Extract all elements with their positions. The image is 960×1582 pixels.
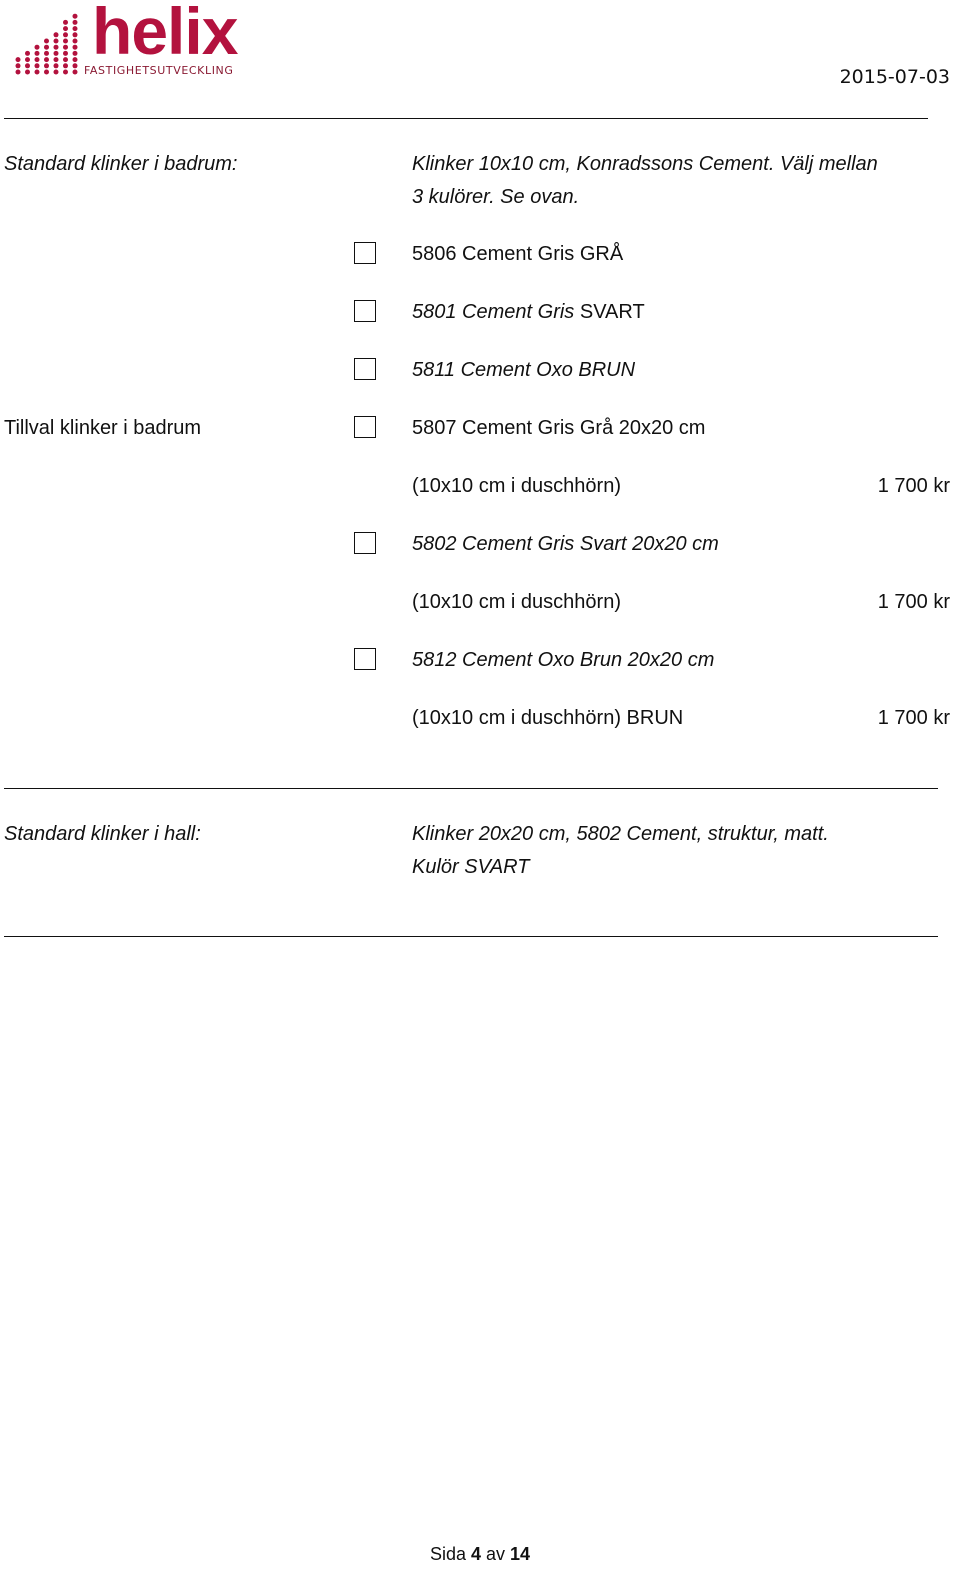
tillval-label-5812: 5812 Cement Oxo Brun 20x20 cm bbox=[412, 649, 715, 671]
footer-middle: av bbox=[481, 1544, 511, 1564]
option-label-5811: 5811 Cement Oxo BRUN bbox=[412, 359, 636, 381]
standard-hall-description bbox=[412, 818, 829, 884]
option-label-5806: 5806 Cement Gris GRÅ bbox=[412, 243, 624, 265]
tillval-price-5802: 1 700 kr bbox=[877, 591, 950, 613]
tillval-checkbox-5807[interactable] bbox=[354, 416, 376, 438]
option-label-5801-italic: 5801 Cement Gris bbox=[412, 301, 575, 323]
description-line-2: 3 kulörer. Se ovan. bbox=[412, 186, 580, 208]
hall-description-line-1: Klinker 20x20 cm, 5802 Cement, struktur, matt. bbox=[412, 823, 829, 845]
tillval-label-5802: 5802 Cement Gris Svart 20x20 cm bbox=[412, 533, 719, 555]
standard-hall-label: Standard klinker i hall: bbox=[4, 823, 201, 845]
tillval-note-5802: (10x10 cm i duschhörn) bbox=[412, 591, 621, 613]
header-divider bbox=[4, 118, 928, 119]
option-checkbox-5806[interactable] bbox=[354, 242, 376, 264]
tillval-badrum-label: Tillval klinker i badrum bbox=[4, 417, 202, 439]
document-date: 2015-07-03 bbox=[839, 66, 950, 88]
section-divider-bottom bbox=[4, 936, 938, 937]
option-checkbox-5811[interactable] bbox=[354, 358, 376, 380]
tillval-checkbox-5812[interactable] bbox=[354, 648, 376, 670]
tillval-note-5812: (10x10 cm i duschhörn) BRUN bbox=[412, 707, 684, 729]
description-line-1: Klinker 10x10 cm, Konradssons Cement. Välj mellan bbox=[412, 153, 878, 175]
hall-description-line-2: Kulör SVART bbox=[412, 856, 530, 878]
helix-logo bbox=[14, 0, 254, 80]
standard-badrum-label: Standard klinker i badrum: bbox=[4, 153, 238, 175]
tillval-price-5807: 1 700 kr bbox=[877, 475, 950, 497]
equalizer-bars-icon bbox=[14, 8, 94, 80]
page-footer bbox=[0, 1544, 960, 1565]
tillval-label-5807: 5807 Cement Gris Grå 20x20 cm bbox=[412, 417, 706, 439]
standard-badrum-description bbox=[412, 148, 878, 214]
footer-prefix: Sida bbox=[429, 1544, 471, 1564]
logo-wordmark: helix bbox=[92, 0, 238, 68]
option-label-5801-plain: SVART bbox=[574, 301, 645, 323]
tillval-price-5812: 1 700 kr bbox=[877, 707, 950, 729]
logo-subtitle: FASTIGHETSUTVECKLING bbox=[84, 64, 234, 77]
tillval-checkbox-5802[interactable] bbox=[354, 532, 376, 554]
option-label-5801 bbox=[412, 296, 645, 329]
footer-page-total: 14 bbox=[510, 1544, 531, 1564]
tillval-note-5807: (10x10 cm i duschhörn) bbox=[412, 475, 621, 497]
section-divider bbox=[4, 788, 938, 789]
footer-page-number: 4 bbox=[470, 1544, 481, 1564]
option-checkbox-5801[interactable] bbox=[354, 300, 376, 322]
